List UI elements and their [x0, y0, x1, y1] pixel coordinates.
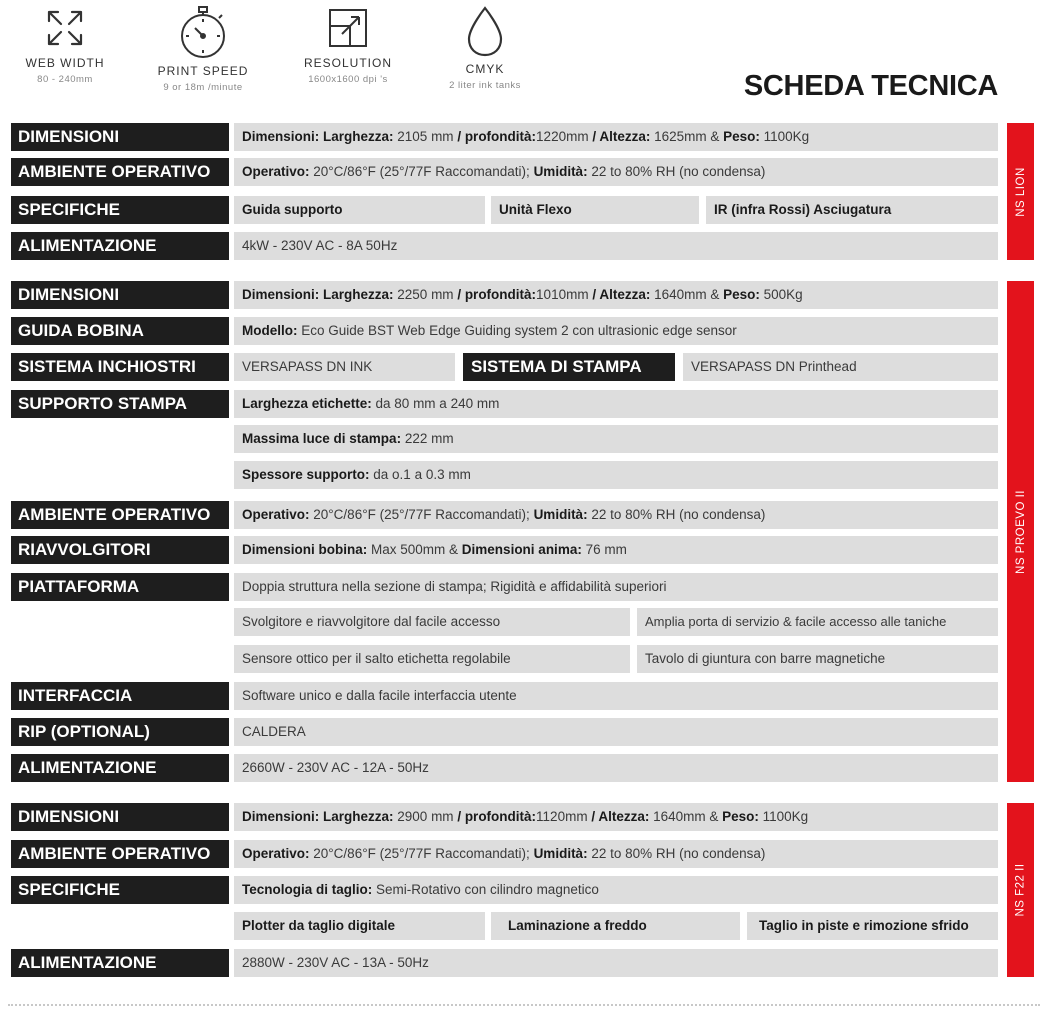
- value: da 80 mm a 240 mm: [371, 396, 500, 411]
- section-label-specifiche: SPECIFICHE: [11, 196, 229, 224]
- expand-arrows-icon: [41, 4, 89, 52]
- key: Larghezza etichette:: [242, 396, 372, 411]
- section-label-ambiente: AMBIENTE OPERATIVO: [11, 158, 229, 186]
- proevo-dimensions-value: [234, 281, 998, 309]
- section-label-alimentazione: ALIMENTAZIONE: [11, 949, 229, 977]
- proevo-environment-value: [234, 501, 998, 529]
- key: Dimensioni bobina:: [242, 542, 368, 557]
- side-tab-ns-proevo: [1007, 281, 1034, 782]
- value: 2105 mm: [393, 129, 458, 144]
- key: Umidità:: [533, 164, 588, 179]
- key: Spessore supporto:: [242, 467, 370, 482]
- page-title: SCHEDA TECNICA: [743, 70, 998, 102]
- feature-title: PRINT SPEED: [157, 64, 249, 78]
- proevo-rip-value: CALDERA: [234, 718, 998, 746]
- value: 222 mm: [401, 431, 454, 446]
- feature-subtitle: 80 - 240mm: [37, 74, 93, 85]
- proevo-platform-value: Sensore ottico per il salto etichetta regolabile: [234, 645, 630, 673]
- value: 500Kg: [759, 287, 803, 302]
- feature-title: CMYK: [465, 62, 505, 76]
- key: Umidità:: [533, 507, 588, 522]
- feature-title: WEB WIDTH: [25, 56, 105, 70]
- section-label-interfaccia: INTERFACCIA: [11, 682, 229, 710]
- feature-cmyk: [420, 4, 550, 91]
- section-label-dimensioni: DIMENSIONI: [11, 123, 229, 151]
- key: Operativo:: [242, 846, 310, 861]
- key: Massima luce di stampa:: [242, 431, 402, 446]
- section-label-dimensioni: DIMENSIONI: [11, 281, 229, 309]
- side-tab-ns-f22: [1007, 803, 1034, 977]
- dotted-divider: [8, 1004, 1040, 1006]
- value: 1640mm &: [650, 287, 724, 302]
- key: Operativo:: [242, 507, 310, 522]
- section-label-sistema-inchiostri: SISTEMA INCHIOSTRI: [11, 353, 229, 381]
- lion-spec-item: IR (infra Rossi) Asciugatura: [706, 196, 998, 224]
- section-label-ambiente: AMBIENTE OPERATIVO: [11, 840, 229, 868]
- f22-spec-item: Plotter da taglio digitale: [234, 912, 485, 940]
- lion-environment-value: [234, 158, 998, 186]
- value: 20°C/86°F (25°/77F Raccomandati);: [309, 164, 534, 179]
- proevo-power-value: 2660W - 230V AC - 12A - 50Hz: [234, 754, 998, 782]
- f22-spec-item: Laminazione a freddo: [491, 912, 740, 940]
- proevo-ink-value: VERSAPASS DN INK: [234, 353, 455, 381]
- section-label-specifiche: SPECIFICHE: [11, 876, 229, 904]
- value: 1010mm: [536, 287, 593, 302]
- proevo-guide-value: [234, 317, 998, 345]
- value: 1100Kg: [759, 129, 810, 144]
- lion-spec-item: Guida supporto: [234, 196, 485, 224]
- value: 76 mm: [581, 542, 627, 557]
- section-label-sistema-di-stampa: SISTEMA DI STAMPA: [463, 353, 675, 381]
- proevo-support-value: [234, 461, 998, 489]
- key: Tecnologia di taglio:: [242, 882, 373, 897]
- section-label-guida-bobina: GUIDA BOBINA: [11, 317, 229, 345]
- f22-environment-value: [234, 840, 998, 868]
- value: 1625mm &: [650, 129, 724, 144]
- proevo-support-value: [234, 425, 998, 453]
- side-tab-label: NS F22 II: [1014, 863, 1027, 917]
- feature-subtitle: 2 liter ink tanks: [449, 80, 521, 91]
- section-label-alimentazione: ALIMENTAZIONE: [11, 232, 229, 260]
- ink-drop-icon: [461, 4, 509, 58]
- value: 1220mm: [536, 129, 593, 144]
- key: Operativo:: [242, 164, 310, 179]
- key: Dimensioni anima:: [461, 542, 582, 557]
- resolution-icon: [324, 4, 372, 52]
- f22-power-value: 2880W - 230V AC - 13A - 50Hz: [234, 949, 998, 977]
- proevo-support-value: [234, 390, 998, 418]
- section-label-dimensioni: DIMENSIONI: [11, 803, 229, 831]
- key: Dimensioni: Larghezza:: [242, 129, 394, 144]
- value: 1640mm &: [649, 809, 723, 824]
- key: / profondità:: [457, 809, 537, 824]
- value: 20°C/86°F (25°/77F Raccomandati);: [309, 507, 534, 522]
- proevo-platform-value: Doppia struttura nella sezione di stampa; Rigidità e affidabilità superiori: [234, 573, 998, 601]
- section-label-ambiente: AMBIENTE OPERATIVO: [11, 501, 229, 529]
- key: Modello:: [242, 323, 298, 338]
- value: 22 to 80% RH (no condensa): [587, 507, 766, 522]
- value: 2900 mm: [393, 809, 458, 824]
- feature-print-speed: [138, 4, 268, 93]
- proevo-platform-value: Tavolo di giuntura con barre magnetiche: [637, 645, 998, 673]
- proevo-platform-value: Amplia porta di servizio & facile accesso alle taniche: [637, 608, 998, 636]
- key: / profondità:: [457, 287, 537, 302]
- lion-power-value: 4kW - 230V AC - 8A 50Hz: [234, 232, 998, 260]
- section-label-rip: RIP (OPTIONAL): [11, 718, 229, 746]
- side-tab-label: NS LION: [1014, 166, 1027, 217]
- key: Dimensioni: Larghezza:: [242, 809, 394, 824]
- key: Umidità:: [533, 846, 588, 861]
- key: / Altezza:: [592, 129, 651, 144]
- proevo-platform-value: Svolgitore e riavvolgitore dal facile accesso: [234, 608, 630, 636]
- f22-spec-item: Taglio in piste e rimozione sfrido: [747, 912, 998, 940]
- lion-spec-item: Unità Flexo: [491, 196, 699, 224]
- lion-dimensions-value: [234, 123, 998, 151]
- f22-spec-tech-value: [234, 876, 998, 904]
- section-label-supporto-stampa: SUPPORTO STAMPA: [11, 390, 229, 418]
- key: Peso:: [722, 809, 759, 824]
- value: Max 500mm &: [367, 542, 462, 557]
- value: da o.1 a 0.3 mm: [369, 467, 471, 482]
- value: Eco Guide BST Web Edge Guiding system 2 con ultrasionic edge sensor: [297, 323, 737, 338]
- value: 1100Kg: [758, 809, 809, 824]
- feature-subtitle: 1600x1600 dpi 's: [308, 74, 388, 85]
- section-label-alimentazione: ALIMENTAZIONE: [11, 754, 229, 782]
- side-tab-label: NS PROEVO II: [1014, 489, 1027, 574]
- value: 1120mm: [536, 809, 592, 824]
- value: 20°C/86°F (25°/77F Raccomandati);: [309, 846, 534, 861]
- value: 22 to 80% RH (no condensa): [587, 164, 766, 179]
- key: / profondità:: [457, 129, 537, 144]
- side-tab-ns-lion: [1007, 123, 1034, 260]
- feature-resolution: [283, 4, 413, 85]
- key: / Altezza:: [592, 287, 651, 302]
- value: Semi-Rotativo con cilindro magnetico: [372, 882, 599, 897]
- proevo-rewind-value: [234, 536, 998, 564]
- proevo-interface-value: Software unico e dalla facile interfaccia utente: [234, 682, 998, 710]
- stopwatch-icon: [175, 4, 231, 60]
- feature-subtitle: 9 or 18m /minute: [163, 82, 243, 93]
- feature-web-width: [0, 4, 130, 85]
- key: Peso:: [723, 287, 760, 302]
- value: 2250 mm: [393, 287, 458, 302]
- section-label-piattaforma: PIATTAFORMA: [11, 573, 229, 601]
- key: Dimensioni: Larghezza:: [242, 287, 394, 302]
- proevo-printhead-value: VERSAPASS DN Printhead: [683, 353, 998, 381]
- f22-dimensions-value: [234, 803, 998, 831]
- key: Peso:: [723, 129, 760, 144]
- key: / Altezza:: [591, 809, 650, 824]
- feature-title: RESOLUTION: [303, 56, 392, 70]
- section-label-riavvolgitori: RIAVVOLGITORI: [11, 536, 229, 564]
- value: 22 to 80% RH (no condensa): [587, 846, 766, 861]
